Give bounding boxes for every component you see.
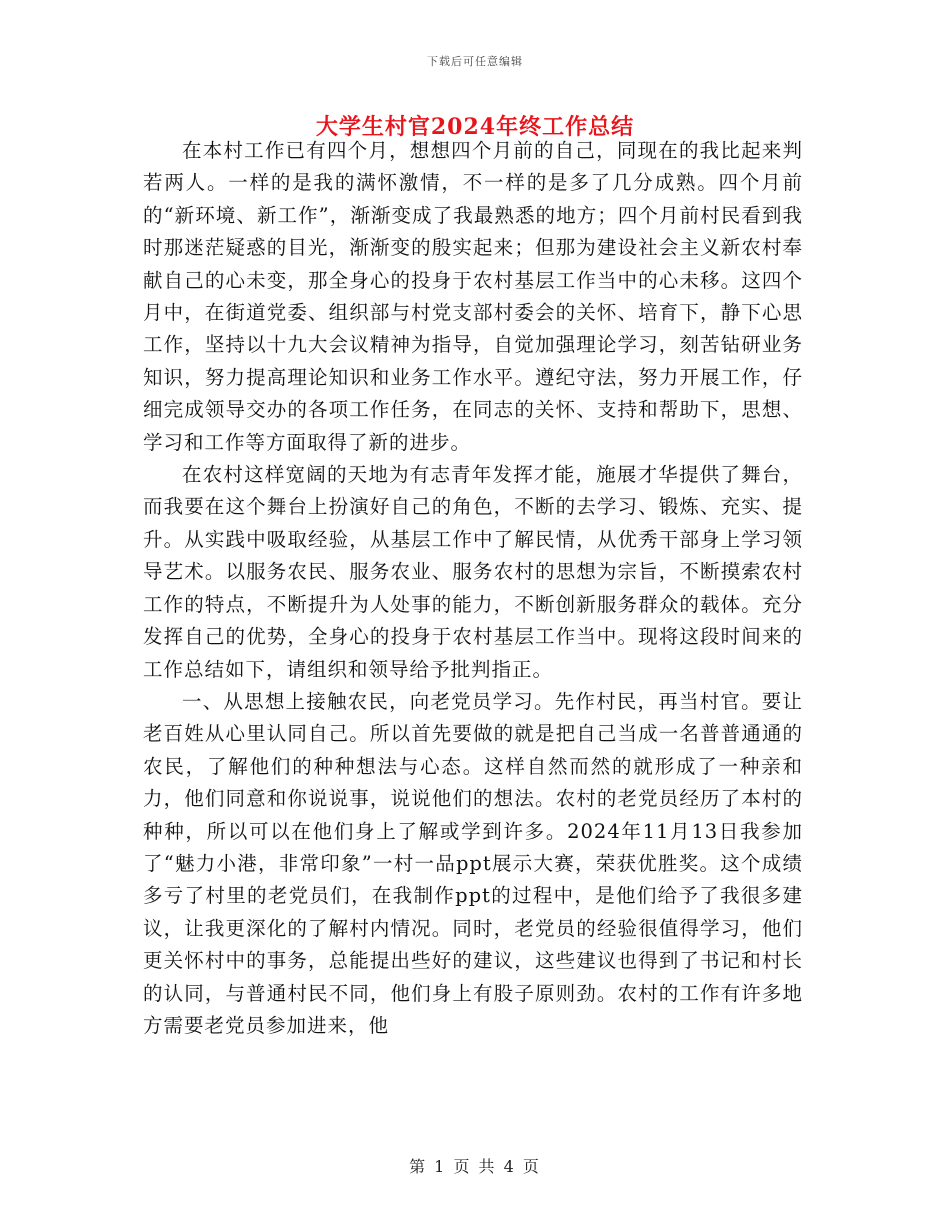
paragraph: 在本村工作已有四个月，想想四个月前的自己，同现在的我比起来判若两人。一样的是我的满怀激情，不一样的是多了几分成熟。四个月前的“新环境、新工作”，渐渐变成了我最熟悉的地方；四个月前村民看到我时那迷茫疑惑的目光，渐渐变的殷实起来；但那为建设社会主义新农村奉献自己的心未变，那全身心的投身于农村基层工作当中的心未移。这四个月中，在街道党委、组织部与村党支部村委会的关怀、培育下，静下心思工作，坚持以十九大会议精神为指导，自觉加强理论学习，刻苦钻研业务知识，努力提高理论知识和业务工作水平。遵纪守法，努力开展工作，仔细完成领导交办的各项工作任务，在同志的关怀、支持和帮助下，思想、学习和工作等方面取得了新的进步。: [143, 139, 803, 454]
paragraph: 一、从思想上接触农民，向老党员学习。先作村民，再当村官。要让老百姓从心里认同自己。所以首先要做的就是把自己当成一名普普通通的农民，了解他们的种种想法与心态。这样自然而然的就形成了一种亲和力，他们同意和你说说事，说说他们的想法。农村的老党员经历了本村的种种，所以可以在他们身上了解或学到许多。2024年11月13日我参加了“魅力小港，非常印象”一村一品ppt展示大赛，荣获优胜奖。这个成绩多亏了村里的老党员们，在我制作ppt的过程中，是他们给予了我很多建议，让我更深化的了解村内情况。同时，老党员的经验很值得学习，他们更关怀村中的事务，总能提出些好的建议，这些建议也得到了书记和村长的认同，与普通村民不同，他们身上有股子原则劲。农村的工作有许多地方需要老党员参加进来，他: [143, 689, 803, 1037]
document-title: 大学生村官2024年终工作总结: [315, 114, 635, 140]
header-note: 下载后可任意编辑: [427, 55, 523, 68]
paragraph: 在农村这样宽阔的天地为有志青年发挥才能，施展才华提供了舞台，而我要在这个舞台上扮演好自己的角色，不断的去学习、锻炼、充实、提升。从实践中吸取经验，从基层工作中了解民情，从优秀干部身上学习领导艺术。以服务农民、服务农业、服务农村的思想为宗旨，不断摸索农村工作的特点，不断提升为人处事的能力，不断创新服务群众的载体。充分发挥自己的优势，全身心的投身于农村基层工作当中。现将这段时间来的工作总结如下，请组织和领导给予批判指正。: [143, 463, 803, 681]
document-body: [143, 135, 803, 1042]
page-number: 第 1 页 共 4 页: [409, 1157, 541, 1176]
